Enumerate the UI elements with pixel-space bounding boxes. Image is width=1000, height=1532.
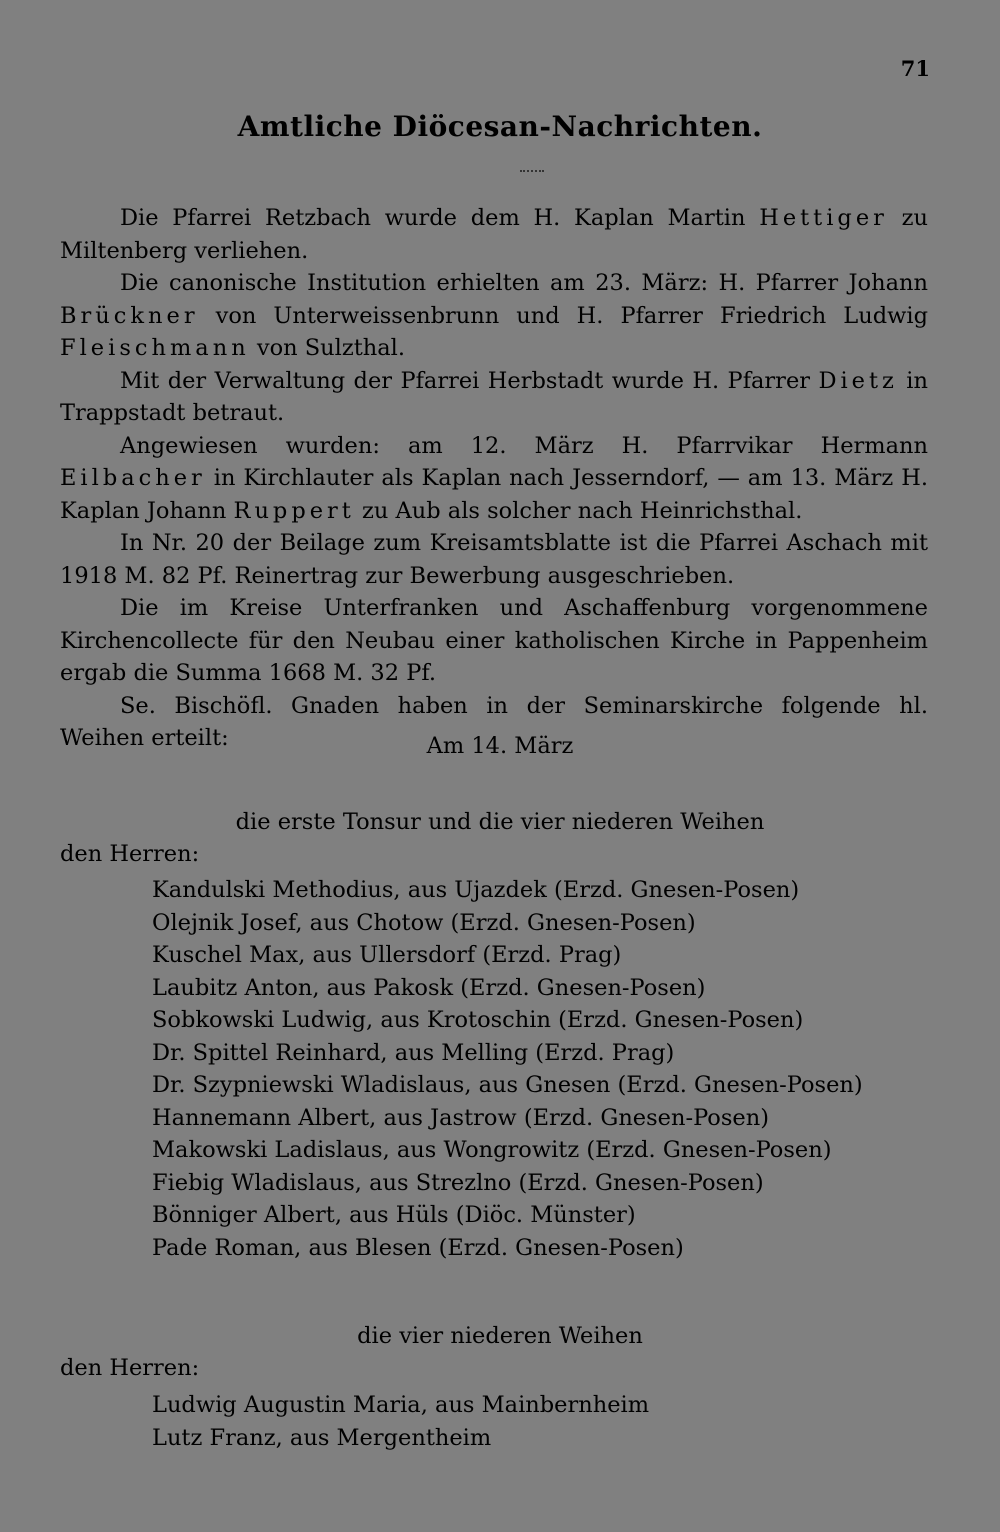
title-separator bbox=[520, 170, 544, 174]
text-fragment: Mit der Verwaltung der Pfarrei Herbstadt wurde H. Pfarrer bbox=[120, 367, 819, 394]
addressee-label: den Herren: bbox=[60, 1355, 200, 1381]
paragraph-assignments bbox=[60, 430, 928, 528]
person-name: Dietz bbox=[818, 367, 898, 394]
text-fragment: Die canonische Institution erhielten am 23. März: H. Pfarrer Johann bbox=[120, 270, 928, 296]
person-name: Fleischmann bbox=[60, 335, 250, 361]
paragraph-aschach: In Nr. 20 der Beilage zum Kreisamtsblatte ist die Pfarrei Aschach mit 1918 M. 82 Pf. Reinertrag zur Bewerbung ausgeschrieben. bbox=[60, 530, 928, 589]
list-item: Kuschel Max, aus Ullersdorf (Erzd. Prag) bbox=[152, 942, 622, 968]
text-fragment: Die Pfarrei Retzbach wurde dem H. Kaplan Martin bbox=[120, 205, 760, 231]
text-fragment: von Sulzthal. bbox=[249, 335, 406, 361]
ordinands-list-tonsure bbox=[152, 874, 863, 1264]
date-heading: Am 14. März bbox=[426, 733, 574, 759]
section-heading-tonsure: die erste Tonsur und die vier niederen Weihen bbox=[235, 809, 765, 835]
paragraph-ordinations: Se. Bischöfl. Gnaden haben in der Seminarskirche folgende hl. Weihen erteilt: bbox=[60, 692, 928, 751]
text-fragment: in Trappstadt betraut. bbox=[60, 367, 928, 426]
list-item: Makowski Ladislaus, aus Wongrowitz (Erzd. Gnesen-Posen) bbox=[152, 1137, 832, 1163]
list-item: Olejnik Josef, aus Chotow (Erzd. Gnesen-Posen) bbox=[152, 909, 696, 936]
list-item: Dr. Spittel Reinhard, aus Melling (Erzd. Prag) bbox=[152, 1039, 675, 1066]
text-fragment: in Kirchlauter als Kaplan nach Jesserndorf, — am 13. März H. Kaplan Johann bbox=[60, 465, 928, 524]
text-fragment: Angewiesen wurden: am 12. März H. Pfarrvikar Hermann bbox=[120, 432, 928, 459]
text-fragment: von Unterweissenbrunn und H. Pfarrer Friedrich Ludwig bbox=[198, 302, 928, 329]
addressee-label: den Herren: bbox=[60, 841, 200, 867]
paragraph-institution bbox=[60, 267, 928, 365]
person-name: Eilbacher bbox=[60, 465, 206, 491]
list-item: Lutz Franz, aus Mergentheim bbox=[152, 1424, 492, 1451]
page-title: Amtliche Diöcesan-Nachrichten. bbox=[237, 110, 763, 143]
page-number: 71 bbox=[900, 56, 930, 81]
list-item: Dr. Szypniewski Wladislaus, aus Gnesen (Erzd. Gnesen-Posen) bbox=[152, 1072, 863, 1098]
paragraph-collection: Die im Kreise Unterfranken und Aschaffenburg vorgenommene Kirchencollecte für den Neubau einer katholischen Kirche in Pappenheim ergab die Summa 1668 M. 32 Pf. bbox=[60, 595, 928, 686]
paragraph-herbstadt bbox=[60, 365, 928, 430]
list-item: Kandulski Methodius, aus Ujazdek (Erzd. Gnesen-Posen) bbox=[152, 877, 800, 903]
paragraph-retzbach bbox=[60, 202, 928, 267]
section-heading-minor-orders: die vier niederen Weihen bbox=[357, 1323, 643, 1349]
announcements-body bbox=[60, 202, 928, 755]
text-fragment: zu Miltenberg verliehen. bbox=[60, 205, 928, 264]
list-item: Hannemann Albert, aus Jastrow (Erzd. Gnesen-Posen) bbox=[152, 1104, 769, 1131]
person-name: Hettiger bbox=[759, 205, 888, 231]
ordinands-list-minor-orders bbox=[152, 1389, 649, 1454]
person-name: Brückner bbox=[60, 302, 199, 329]
list-item: Pade Roman, aus Blesen (Erzd. Gnesen-Posen) bbox=[152, 1234, 684, 1261]
list-item: Fiebig Wladislaus, aus Strezlno (Erzd. Gnesen-Posen) bbox=[152, 1169, 764, 1196]
list-item: Sobkowski Ludwig, aus Krotoschin (Erzd. Gnesen-Posen) bbox=[152, 1007, 804, 1033]
list-item: Ludwig Augustin Maria, aus Mainbernheim bbox=[152, 1392, 650, 1418]
list-item: Laubitz Anton, aus Pakosk (Erzd. Gnesen-Posen) bbox=[152, 974, 706, 1001]
text-fragment: zu Aub als solcher nach Heinrichsthal. bbox=[354, 497, 803, 524]
list-item: Bönniger Albert, aus Hüls (Diöc. Münster) bbox=[152, 1202, 636, 1228]
person-name: Ruppert bbox=[233, 497, 355, 524]
